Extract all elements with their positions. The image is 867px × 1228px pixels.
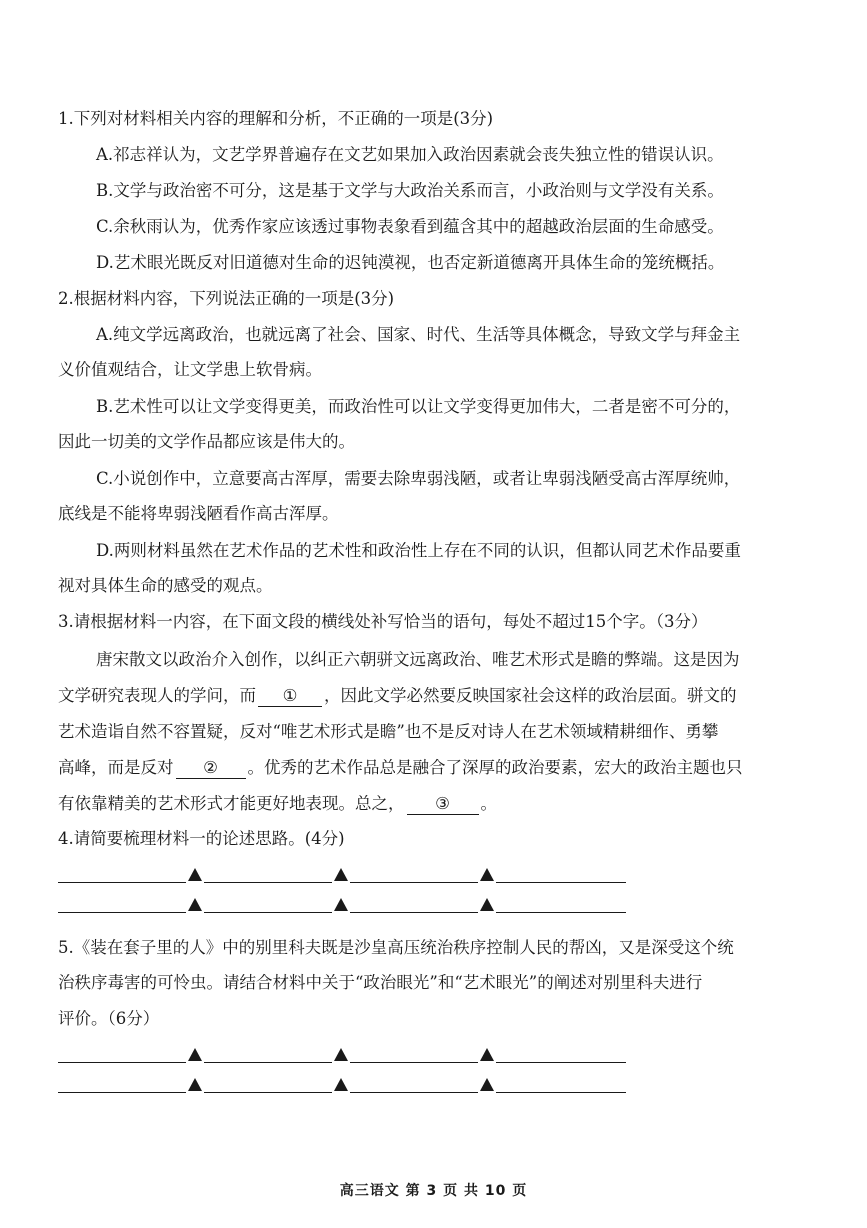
answer-line[interactable]: [350, 868, 478, 883]
answer-line[interactable]: [204, 1078, 332, 1093]
triangle-marker-icon: [334, 1078, 348, 1091]
q3-passage-line1: 唐宋散文以政治介入创作，以纠正六朝骈文远离政治、唯艺术形式是瞻的弊端。这是因为: [96, 650, 740, 669]
q1-option-c: C.余秋雨认为，优秀作家应该透过事物表象看到蕴含其中的超越政治层面的生命感受。: [96, 217, 724, 236]
q2-option-c-line2: 底线是不能将卑弱浅陋看作高古浑厚。: [58, 504, 339, 523]
answer-line[interactable]: [496, 1078, 626, 1093]
q4-stem: 4.请简要梳理材料一的论述思路。(4分): [58, 829, 345, 848]
q2-stem: 2.根据材料内容，下列说法正确的一项是(3分): [58, 289, 395, 308]
answer-line[interactable]: [350, 1078, 478, 1093]
q3-passage-line2-end: ，因此文学必然要反映国家社会这样的政治层面。骈文的: [324, 686, 737, 705]
q1-option-b: B.文学与政治密不可分，这是基于文学与大政治关系而言，小政治则与文学没有关系。: [96, 181, 724, 200]
answer-line[interactable]: [58, 898, 186, 913]
q3-passage-line4-start: 高峰，而是反对: [58, 758, 174, 777]
answer-line[interactable]: [496, 868, 626, 883]
q4-answer-row-2[interactable]: [58, 898, 638, 918]
q3-passage-line2: [58, 685, 737, 707]
answer-line[interactable]: [58, 1048, 186, 1063]
triangle-marker-icon: [480, 898, 494, 911]
triangle-marker-icon: [188, 1048, 202, 1061]
q3-passage-line4-end: 。优秀的艺术作品总是融合了深厚的政治要素，宏大的政治主题也只: [247, 758, 743, 777]
q1-option-d: D.艺术眼光既反对旧道德对生命的迟钝漠视，也否定新道德离开具体生命的笼统概括。: [96, 253, 725, 272]
page-footer: 高三语文 第 3 页 共 10 页: [339, 1183, 528, 1199]
q3-passage-line5-end: 。: [480, 794, 497, 813]
triangle-marker-icon: [480, 868, 494, 881]
triangle-marker-icon: [334, 868, 348, 881]
q5-stem-line1: 5.《装在套子里的人》中的别里科夫既是沙皇高压统治秩序控制人民的帮凶，又是深受这个统: [58, 938, 734, 957]
answer-line[interactable]: [496, 898, 626, 913]
answer-line[interactable]: [350, 898, 478, 913]
answer-line[interactable]: [204, 898, 332, 913]
answer-line[interactable]: [204, 868, 332, 883]
q3-passage-line5: [58, 793, 497, 815]
triangle-marker-icon: [188, 868, 202, 881]
q3-stem: 3.请根据材料一内容，在下面文段的横线处补写恰当的语句，每处不超过15个字。（3分）: [58, 612, 708, 631]
q4-answer-row-1[interactable]: [58, 868, 638, 888]
answer-line[interactable]: [204, 1048, 332, 1063]
q3-passage-line3: 艺术造诣自然不容置疑，反对“唯艺术形式是瞻”也不是反对诗人在艺术领域精耕细作、勇攀: [58, 722, 719, 741]
q2-option-b-line1: B.艺术性可以让文学变得更美，而政治性可以让文学变得更加伟大，二者是密不可分的，: [96, 397, 741, 416]
q1-option-a: A.祁志祥认为，文艺学界普遍存在文艺如果加入政治因素就会丧失独立性的错误认识。: [96, 145, 724, 164]
q2-option-b-line2: 因此一切美的文学作品都应该是伟大的。: [58, 432, 355, 451]
q2-option-c-line1: C.小说创作中，立意要高古浑厚，需要去除卑弱浅陋，或者让卑弱浅陋受高古浑厚统帅，: [96, 469, 741, 488]
fill-blank-2[interactable]: ②: [176, 758, 246, 779]
fill-blank-3[interactable]: ③: [407, 794, 479, 815]
answer-line[interactable]: [496, 1048, 626, 1063]
q2-option-d-line2: 视对具体生命的感受的观点。: [58, 576, 273, 595]
triangle-marker-icon: [188, 1078, 202, 1091]
q5-stem-line2: 治秩序毒害的可怜虫。请结合材料中关于“政治眼光”和“艺术眼光”的阐述对别里科夫进行: [58, 973, 703, 992]
fill-blank-1[interactable]: ①: [258, 686, 322, 707]
q3-passage-line5-start: 有依靠精美的艺术形式才能更好地表现。总之，: [58, 794, 405, 813]
q1-stem: 1.下列对材料相关内容的理解和分析，不正确的一项是(3分): [58, 109, 494, 128]
triangle-marker-icon: [480, 1048, 494, 1061]
answer-line[interactable]: [58, 868, 186, 883]
q2-option-a-line2: 义价值观结合，让文学患上软骨病。: [58, 360, 322, 379]
triangle-marker-icon: [188, 898, 202, 911]
q3-passage-line4: [58, 757, 743, 779]
triangle-marker-icon: [334, 1048, 348, 1061]
answer-line[interactable]: [350, 1048, 478, 1063]
q2-option-d-line1: D.两则材料虽然在艺术作品的艺术性和政治性上存在不同的认识，但都认同艺术作品要重: [96, 541, 741, 560]
triangle-marker-icon: [480, 1078, 494, 1091]
q5-stem-line3: 评价。（6分）: [58, 1009, 160, 1028]
q5-answer-row-2[interactable]: [58, 1078, 638, 1098]
q2-option-a-line1: A.纯文学远离政治，也就远离了社会、国家、时代、生活等具体概念，导致文学与拜金主: [96, 325, 741, 344]
triangle-marker-icon: [334, 898, 348, 911]
q3-passage-line2-start: 文学研究表现人的学问，而: [58, 686, 256, 705]
answer-line[interactable]: [58, 1078, 186, 1093]
q5-answer-row-1[interactable]: [58, 1048, 638, 1068]
